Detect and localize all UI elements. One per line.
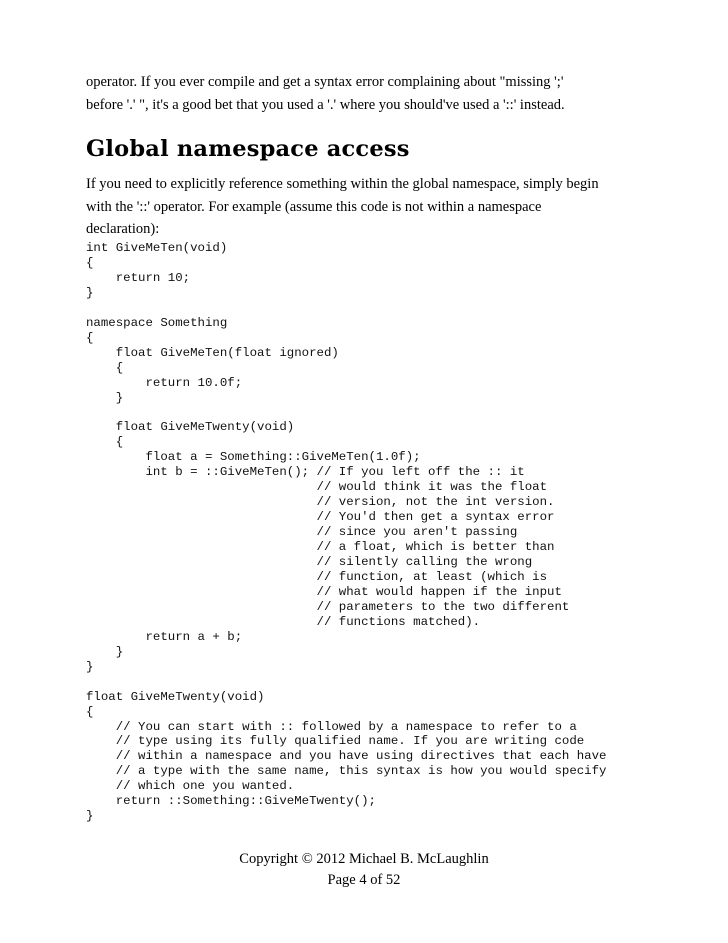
- intro-line-1: operator. If you ever compile and get a syntax error complaining about "missing ';': [86, 74, 564, 90]
- section-paragraph-line-2: with the '::' operator. For example (assume this code is not within a namespace: [86, 198, 542, 215]
- section-paragraph-line-1: If you need to explicitly reference something within the global namespace, simply begin: [86, 176, 599, 192]
- copyright-notice: Copyright © 2012 Michael B. McLaughlin: [239, 851, 489, 867]
- section-heading: Global namespace access: [86, 136, 410, 162]
- intro-paragraph: [86, 71, 646, 116]
- section-paragraph: [86, 173, 646, 241]
- page-footer: [0, 849, 728, 891]
- section-paragraph-line-3: declaration):: [86, 221, 160, 237]
- intro-line-2: before '.' ", it's a good bet that you used a '.' where you should've used a '::' instead.: [86, 96, 565, 113]
- code-block: int GiveMeTen(void) { return 10; } namespace Something { float GiveMeTen(float ignored) { return 10.0f; } float GiveMeTwenty(void) { float a = Something::GiveMeTen(1.0f); int b = ::GiveMeTen(); // If you left off the :: it // would think it was the float // version, not the int version. // You'd then get a syntax error // since you aren't passing // a float, which is better than // silently calling the wrong // function, at least (which is // what would happen if the input // parameters to the two different // functions matched). return a + b; } } float GiveMeTwenty(void) { // You can start with :: followed by a namespace to refer to a // type using its fully qualified name. If you are writing code // within a namespace and you have using directives that each have // a type with the same name, this syntax is how you would specify // which one you wanted. return ::Something::GiveMeTwenty(); }: [86, 241, 607, 824]
- page-number: Page 4 of 52: [327, 872, 401, 888]
